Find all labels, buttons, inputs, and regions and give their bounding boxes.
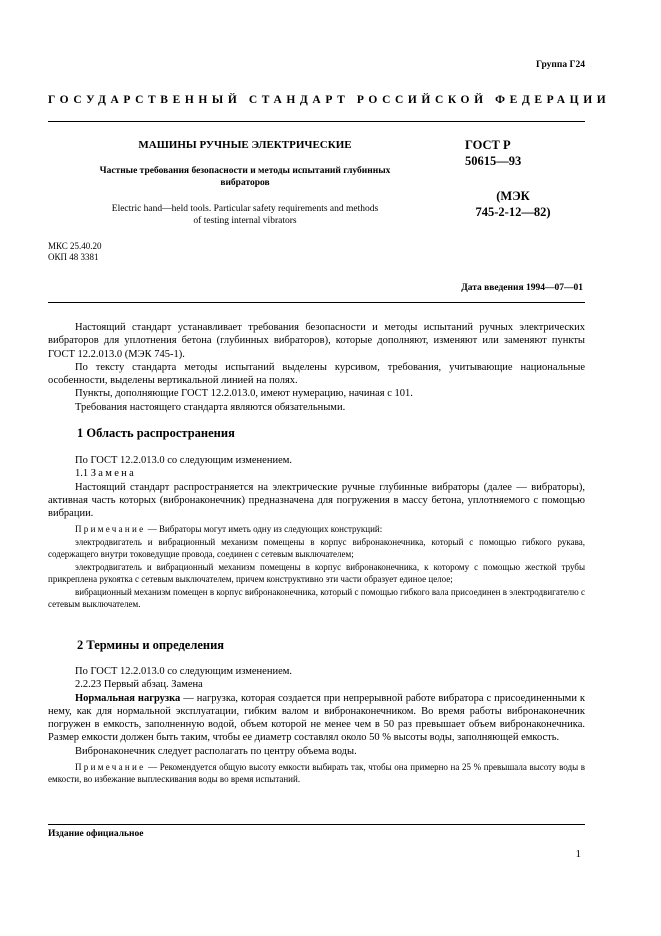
- note-label: Примечание: [75, 762, 146, 773]
- section-paragraph: По ГОСТ 12.2.013.0 со следующим изменением.: [75, 666, 293, 677]
- definition-paragraph: [48, 692, 585, 745]
- note: [48, 761, 585, 786]
- section-paragraph: По ГОСТ 12.2.013.0 со следующим изменением.: [75, 455, 293, 466]
- note-item: электродвигатель и вибрационный механизм помещены в корпус вибронаконечника, который с помощью гибкого рукава, содержащего внутри токоведущие провода, соединен с сетевым выключателем;: [48, 536, 585, 560]
- section-paragraph: Вибронаконечник следует располагать по центру объема воды.: [75, 745, 357, 757]
- section-paragraph: Настоящий стандарт распространяется на электрические ручные глубинные вибраторы (далее — вибраторы), активная часть которых (вибронаконечник) предназначена для погружения в массу бетона, уплотняемого с помощью вибрации.: [48, 481, 585, 520]
- note-text: — Вибраторы могут иметь одну из следующих конструкций:: [147, 524, 383, 535]
- date-divider: [48, 302, 585, 303]
- section-1-body: [48, 454, 585, 610]
- section-heading: 2 Термины и определения: [77, 638, 225, 652]
- intro-paragraph: Требования настоящего стандарта являются обязательными.: [75, 401, 346, 413]
- intro-paragraph: Настоящий стандарт устанавливает требования безопасности и методы испытаний ручных электрических вибраторов для уплотнения бетона (глубинных вибраторов), которые дополняют, изменяют или заменяют пункты ГОСТ 12.2.013.0 (МЭК 745-1).: [48, 322, 585, 360]
- effective-date: Дата введения 1994—07—01: [461, 283, 583, 293]
- group-code: Группа Г24: [536, 60, 585, 70]
- note: [48, 523, 585, 535]
- gost-number: 50615—93: [465, 154, 522, 168]
- state-standard-heading: ГОСУДАРСТВЕННЫЙ СТАНДАРТ РОССИЙСКОЙ ФЕДЕРАЦИИ: [48, 94, 611, 106]
- english-title-line: of testing internal vibrators: [193, 216, 297, 226]
- note-label: Примечание: [75, 524, 146, 535]
- clause-heading: 2.2.23 Первый абзац. Замена: [75, 679, 203, 691]
- note-item: электродвигатель и вибрационный механизм помещены в корпус вибронаконечника, к которому с помощью жесткой трубы прикреплена рукоятка с сетевым выключателем, причем конструктивно эти части образует единое целое;: [48, 561, 585, 585]
- note-text: — Рекомендуется общую высоту емкости выбирать так, чтобы она примерно на 25 % превышала высоту воды в емкости, во избежание выплескивания воды во время испытаний.: [48, 762, 586, 785]
- section-heading: 1 Область распространения: [77, 426, 235, 440]
- footer-divider: [48, 824, 585, 825]
- mks-code: МКС 25.40.20: [48, 241, 102, 251]
- iec-number: 745-2-12—82): [475, 205, 551, 219]
- gost-designation: [465, 137, 521, 169]
- iec-line: (МЭК: [496, 189, 530, 203]
- classification-codes: [48, 241, 102, 263]
- intro-paragraph: Пункты, дополняющие ГОСТ 12.2.013.0, имеют нумерацию, начиная с 101.: [75, 388, 413, 400]
- edition-label: Издание официальное: [48, 829, 144, 839]
- clause-number: 1.1: [75, 468, 89, 480]
- english-title-line: Electric hand—held tools. Particular safety requirements and methods: [111, 204, 379, 214]
- english-title: [80, 203, 410, 227]
- intro-paragraph: По тексту стандарта методы испытаний выделены курсивом, требования, учитывающие национальные особенности, выделены вертикальной линией на полях.: [48, 361, 585, 387]
- subtitle-line: Частные требования безопасности и методы испытаний глубинных: [99, 166, 391, 176]
- note-item: вибрационный механизм помещен в корпус вибронаконечника, который с помощью гибкого вала присоединен в электродвигателю с сетевым выключателем.: [48, 586, 585, 609]
- iec-designation: [463, 188, 563, 220]
- clause-heading: [48, 467, 585, 480]
- section-2-body: [48, 665, 585, 786]
- page-number: 1: [575, 848, 581, 860]
- okp-code: ОКП 48 3381: [48, 252, 99, 262]
- defined-term: Нормальная нагрузка: [75, 692, 181, 704]
- clause-keyword: Замена: [90, 468, 137, 480]
- section-1: [48, 426, 585, 441]
- subtitle-line: вибраторов: [220, 178, 270, 188]
- section-2: [48, 638, 585, 653]
- intro-block: [48, 321, 585, 414]
- definition-text: — нагрузка, которая создается при непрерывной работе вибратора с присоединенными к нему, как для нормальной эксплуатации, гибким валом и вибронаконечником. Во время работы вибронаконечник погружен в емкость, заполненную водой, объем которой не менее чем в 50 раз превышает объем вибронаконечника. Размер емкости должен быть таким, чтобы ее диаметр составлял около 50 % высоты воды, заполняющей емкость.: [48, 692, 586, 744]
- gost-line: ГОСТ Р: [465, 138, 511, 152]
- top-divider: [48, 121, 585, 122]
- document-subtitle: [60, 165, 430, 189]
- document-title: МАШИНЫ РУЧНЫЕ ЭЛЕКТРИЧЕСКИЕ: [138, 139, 352, 151]
